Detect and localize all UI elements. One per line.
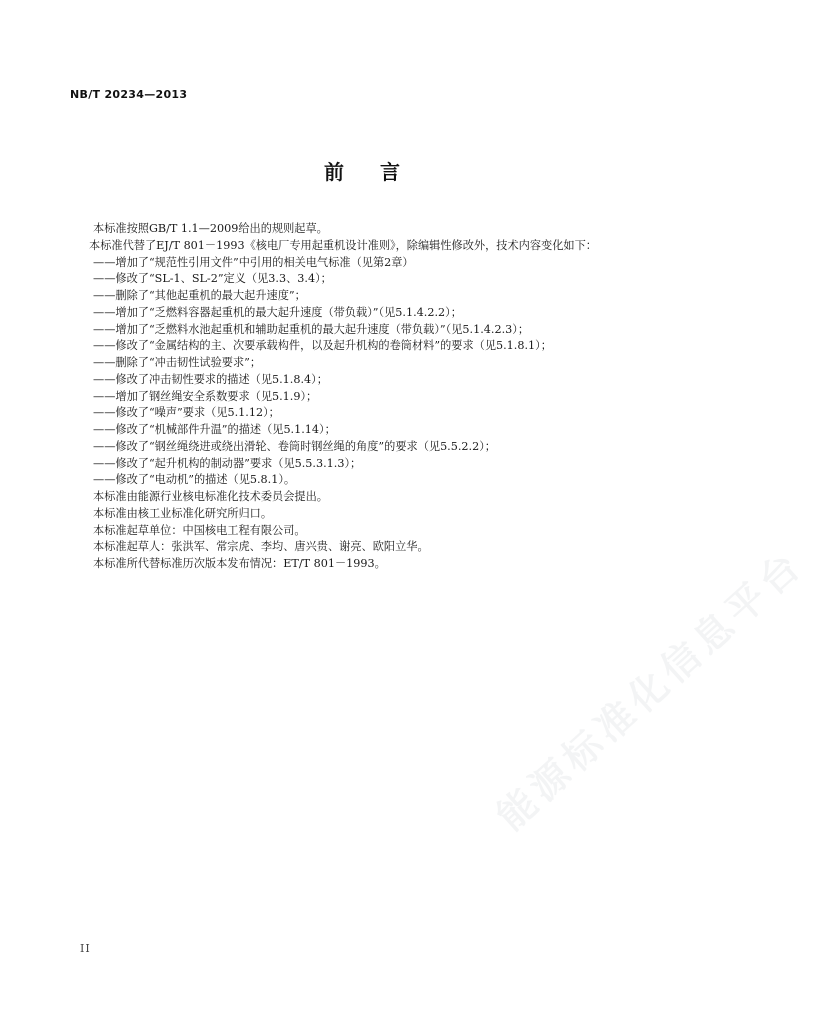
paragraph-proposed-by: 本标准由能源行业核电标准化技术委员会提出。 xyxy=(93,490,328,503)
paragraph-previous-editions: 本标准所代替标准历次版本发布情况：ET/T 801－1993。 xyxy=(93,557,386,570)
change-item: ——删除了“其他起重机的最大起升速度”； xyxy=(93,289,306,302)
document-code: NB/T 20234—2013 xyxy=(70,88,188,101)
change-item: ——修改了“金属结构的主、次要承载构件，以及起升机构的卷筒材料”的要求（见5.1.8.1）； xyxy=(93,339,552,353)
change-item: ——修改了“噪声”要求（见5.1.12）； xyxy=(93,406,280,420)
change-item: ——修改了“钢丝绳绕进或绕出滑轮、卷筒时钢丝绳的角度”的要求（见5.5.2.2）； xyxy=(93,439,496,453)
paragraph-centralized-by: 本标准由核工业标准化研究所归口。 xyxy=(93,506,273,520)
foreword-body xyxy=(70,221,650,573)
change-item: ——修改了“SL-1、SL-2”定义（见3.3、3.4）； xyxy=(93,272,332,286)
change-item: ——修改了“起升机构的制动器”要求（见5.5.3.1.3）； xyxy=(93,456,362,470)
change-item: ——增加了“规范性引用文件”中引用的相关电气标准（见第2章） xyxy=(93,255,414,269)
change-item: ——增加了钢丝绳安全系数要求（见5.1.9）； xyxy=(93,389,318,403)
watermark-text: 能源标准化信息平台 xyxy=(488,541,813,839)
change-item: ——修改了“机械部件升温”的描述（见5.1.14）； xyxy=(93,423,336,436)
page-title: 前言 xyxy=(324,160,436,184)
paragraph-drafting-rules: 本标准按照GB/T 1.1—2009给出的规则起草。 xyxy=(93,222,328,235)
page-number: II xyxy=(80,942,91,955)
change-item: ——删除了“冲击韧性试验要求”； xyxy=(93,356,262,369)
paragraph-replaces: 本标准代替了EJ/T 801－1993《核电厂专用起重机设计准则》，除编辑性修改外，技术内容变化如下： xyxy=(89,238,597,252)
change-item: ——修改了冲击韧性要求的描述（见5.1.8.4）； xyxy=(93,372,328,386)
paragraph-drafters: 本标准起草人：张洪军、常宗虎、李均、唐兴贵、谢亮、欧阳立华。 xyxy=(93,540,429,554)
watermark xyxy=(482,535,813,841)
paragraph-drafting-unit: 本标准起草单位：中国核电工程有限公司。 xyxy=(93,523,306,537)
change-item: ——增加了“乏燃料水池起重机和辅助起重机的最大起升速度（带负载）”（见5.1.4.2.3）； xyxy=(93,322,530,336)
change-item: ——修改了“电动机”的描述（见5.8.1）。 xyxy=(93,473,296,487)
change-item: ——增加了“乏燃料容器起重机的最大起升速度（带负载）”（见5.1.4.2.2）； xyxy=(93,305,462,319)
